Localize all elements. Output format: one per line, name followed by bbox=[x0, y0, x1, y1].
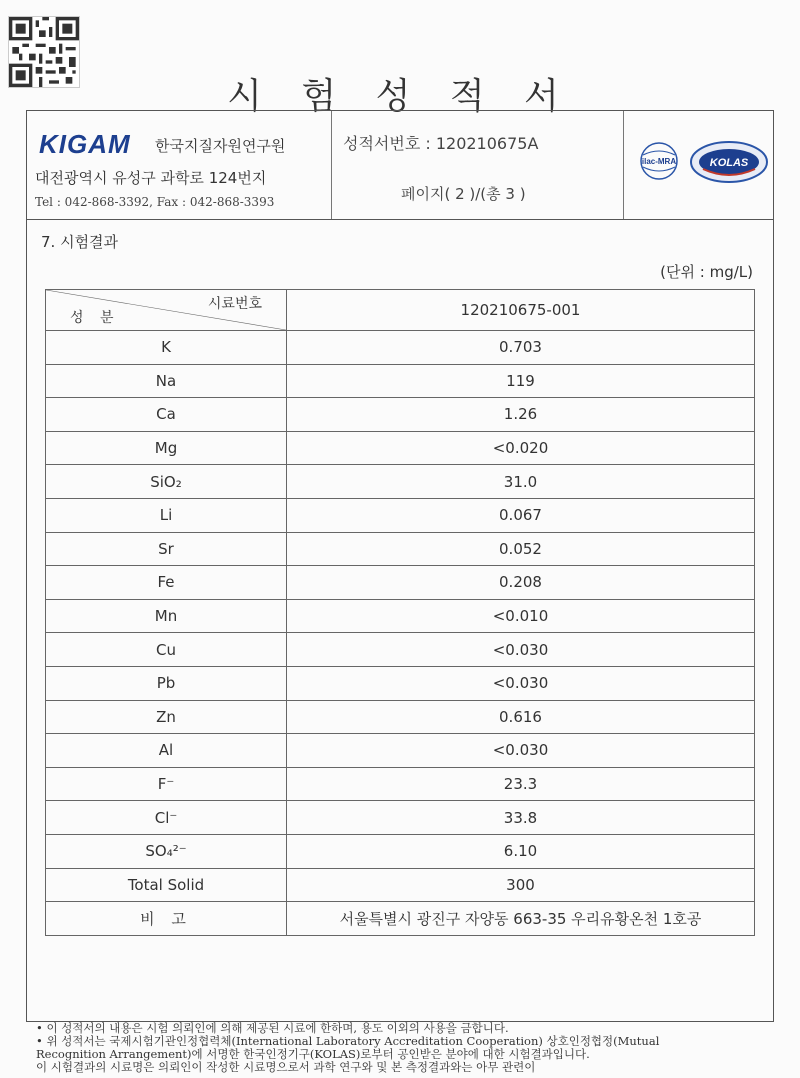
component-cell: Cu bbox=[46, 633, 287, 667]
table-row bbox=[46, 666, 755, 700]
table-row bbox=[46, 700, 755, 734]
remark-label: 비 고 bbox=[46, 902, 287, 936]
value-cell: 0.703 bbox=[287, 331, 755, 365]
section-title: 7. 시험결과 bbox=[41, 233, 119, 251]
component-cell: Li bbox=[46, 498, 287, 532]
table-header-row bbox=[46, 290, 755, 331]
value-cell: <0.030 bbox=[287, 633, 755, 667]
value-cell: 6.10 bbox=[287, 834, 755, 868]
value-cell: <0.010 bbox=[287, 599, 755, 633]
institute-block bbox=[27, 111, 332, 219]
value-cell: 119 bbox=[287, 364, 755, 398]
report-number: 성적서번호 : 120210675A bbox=[343, 134, 539, 153]
value-cell: <0.030 bbox=[287, 666, 755, 700]
value-cell: 0.067 bbox=[287, 498, 755, 532]
component-cell: Cl⁻ bbox=[46, 801, 287, 835]
remark-value: 서울특별시 광진구 자양동 663-35 우리유황온천 1호공 bbox=[287, 902, 755, 936]
table-body bbox=[46, 331, 755, 902]
table-row bbox=[46, 801, 755, 835]
ilac-mra-badge-icon bbox=[631, 141, 687, 181]
component-cell: Total Solid bbox=[46, 868, 287, 902]
unit-label: (단위 : mg/L) bbox=[660, 263, 753, 281]
report-frame bbox=[26, 110, 774, 1022]
table-row bbox=[46, 767, 755, 801]
footer-line: 이 시험결과의 시료명은 의뢰인이 작성한 시료명으로서 과학 연구와 및 본 측정결과와는 아무 관련이 bbox=[36, 1061, 536, 1074]
table-row bbox=[46, 566, 755, 600]
tel-fax: Tel : 042-868-3392, Fax : 042-868-3393 bbox=[35, 195, 275, 209]
remark-row bbox=[46, 902, 755, 936]
ilac-badge-text: ilac-MRA bbox=[641, 157, 677, 166]
table-row bbox=[46, 498, 755, 532]
component-cell: Fe bbox=[46, 566, 287, 600]
table-row bbox=[46, 734, 755, 768]
footer-notes bbox=[36, 1022, 776, 1074]
table-row bbox=[46, 599, 755, 633]
results-table bbox=[45, 289, 755, 936]
institute-name: 한국지질자원연구원 bbox=[155, 137, 286, 155]
value-cell: <0.020 bbox=[287, 431, 755, 465]
value-cell: 0.616 bbox=[287, 700, 755, 734]
table-row bbox=[46, 465, 755, 499]
value-cell: 1.26 bbox=[287, 398, 755, 432]
component-cell: Sr bbox=[46, 532, 287, 566]
report-header bbox=[27, 111, 773, 220]
sample-id-header: 120210675-001 bbox=[287, 290, 755, 331]
table-row bbox=[46, 331, 755, 365]
sample-number-header: 시료번호 bbox=[207, 296, 262, 312]
kolas-badge-text: KOLAS bbox=[709, 157, 749, 169]
footer-line: • 이 성적서의 내용은 시험 의뢰인에 의해 제공된 시료에 한하며, 용도 이외의 사용을 금합니다. bbox=[36, 1022, 509, 1035]
table-row bbox=[46, 364, 755, 398]
component-header: 성 분 bbox=[70, 310, 120, 326]
component-cell: Al bbox=[46, 734, 287, 768]
component-cell: Na bbox=[46, 364, 287, 398]
table-row bbox=[46, 868, 755, 902]
component-cell: SO₄²⁻ bbox=[46, 834, 287, 868]
kolas-badge-icon bbox=[689, 139, 769, 185]
value-cell: 0.208 bbox=[287, 566, 755, 600]
institute-address: 대전광역시 유성구 과학로 124번지 bbox=[35, 169, 267, 187]
diagonal-header-cell bbox=[46, 290, 287, 331]
table-row bbox=[46, 532, 755, 566]
table-row bbox=[46, 633, 755, 667]
value-cell: 31.0 bbox=[287, 465, 755, 499]
value-cell: 0.052 bbox=[287, 532, 755, 566]
component-cell: F⁻ bbox=[46, 767, 287, 801]
component-cell: Pb bbox=[46, 666, 287, 700]
document-title: 시 험 성 적 서 bbox=[227, 76, 573, 117]
component-cell: Zn bbox=[46, 700, 287, 734]
accreditation-block bbox=[623, 111, 773, 219]
value-cell: <0.030 bbox=[287, 734, 755, 768]
value-cell: 23.3 bbox=[287, 767, 755, 801]
component-cell: Mn bbox=[46, 599, 287, 633]
kigam-logo: KIGAM bbox=[39, 129, 131, 159]
footer-line: • 위 성적서는 국제시험기관인정협력체(International Laboratory Accreditation Cooperation) 상호인정협정(Mutual bbox=[36, 1035, 660, 1048]
component-cell: K bbox=[46, 331, 287, 365]
table-row bbox=[46, 834, 755, 868]
report-info-block bbox=[331, 111, 624, 219]
value-cell: 300 bbox=[287, 868, 755, 902]
component-cell: SiO₂ bbox=[46, 465, 287, 499]
component-cell: Mg bbox=[46, 431, 287, 465]
value-cell: 33.8 bbox=[287, 801, 755, 835]
footer-line: Recognition Arrangement)에 서명한 한국인정기구(KOLAS)로부터 공인받은 분야에 대한 시험결과입니다. bbox=[36, 1048, 590, 1061]
component-cell: Ca bbox=[46, 398, 287, 432]
table-row bbox=[46, 398, 755, 432]
page-number: 페이지( 2 )/(총 3 ) bbox=[401, 185, 526, 203]
table-row bbox=[46, 431, 755, 465]
